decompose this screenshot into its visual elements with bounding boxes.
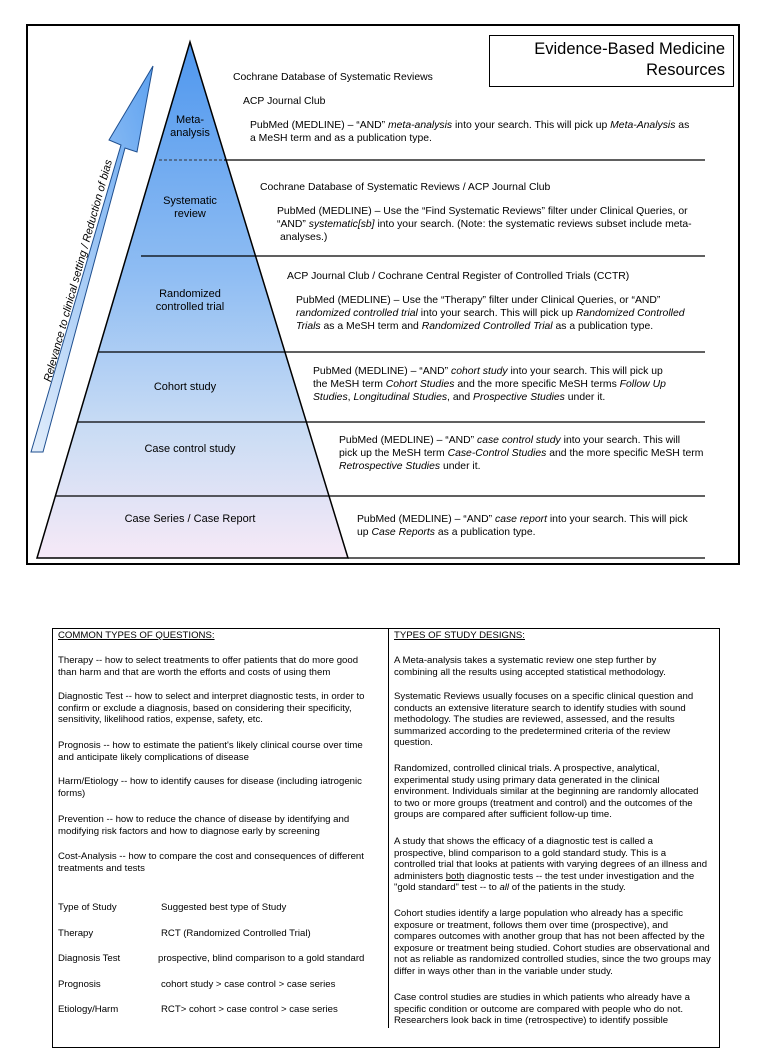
level-cohort (110, 381, 260, 394)
d-cohort: Cohort studies identify a large population who already has a specific exposure or treatment, follows them over time (prospective), and compares outcomes with another group that has not been affected by the exposure or treatment being studied. Cohort studies are observational and not as reliable as randomized controlled studies, since the two groups may differ in ways other than in the variable under study. (394, 908, 711, 977)
res-sys-pubmed-2: “AND” systematic[sb] into your search. (Note: the systematic reviews subset include meta- (277, 219, 692, 230)
row-best: cohort study > case control > case series (161, 979, 336, 990)
row-best: prospective, blind comparison to a gold standard (158, 953, 365, 964)
res-meta-cochrane: Cochrane Database of Systematic Reviews (233, 72, 433, 83)
level-label: Case control study (144, 443, 236, 455)
info-table-divider (388, 628, 389, 1028)
row-type: Therapy (58, 928, 94, 939)
d-diagnostic: A study that shows the efficacy of a diagnostic test is called a prospective, blind comparison to a gold standard study. This is a controlled trial that looks at patients with varying degrees of an illness and administers both diagnostic tests -- the test under investigation and the "gold standard" test -- to all of the patients in the study. (394, 836, 708, 894)
d-systematic-reviews: Systematic Reviews usually focuses on a specific clinical question and conducts an extensive literature search to identify studies with sound methodology. The studies are reviewed, assessed, and the results summarized according to the predetermined criteria of the review question. (394, 691, 694, 749)
d-meta-analysis: A Meta-analysis takes a systematic review one step further by combining all the results using accepted statistical methodology. (394, 655, 666, 678)
res-cc-pubmed-2: pick up the MeSH term Case-Control Studies and the more specific MeSH term (339, 448, 704, 459)
row-best: RCT (Randomized Controlled Trial) (161, 928, 311, 939)
q-therapy: Therapy -- how to select treatments to offer patients that do more good than harm and that are worth the efforts and costs of using them (58, 655, 359, 678)
page-title (489, 35, 734, 87)
res-rct-pubmed: PubMed (MEDLINE) – Use the “Therapy” filter under Clinical Queries, or “AND” (296, 295, 661, 306)
level-case-control (100, 443, 280, 456)
d-case-control: Case control studies are studies in which patients who already have a specific condition or outcome are compared with people who do not. Researchers look back in time (retrospective) to identify possible (394, 992, 690, 1027)
res-rct-sources: ACP Journal Club / Cochrane Central Register of Controlled Trials (CCTR) (287, 271, 630, 282)
level-label: Cohort study (153, 381, 217, 393)
level-label: Meta- (175, 114, 205, 126)
q-prognosis: Prognosis -- how to estimate the patient's likely clinical course over time and anticipate likely complications of disease (58, 740, 363, 763)
res-cs-pubmed: PubMed (MEDLINE) – “AND” case report into your search. This will pick (357, 514, 688, 525)
q-prevention: Prevention -- how to reduce the chance of disease by identifying and modifying risk factors and how to diagnose early by screening (58, 814, 350, 837)
row-type: Etiology/Harm (58, 1004, 119, 1015)
q-cost: Cost-Analysis -- how to compare the cost and consequences of different treatments and tests (58, 851, 364, 874)
questions-heading: COMMON TYPES OF QUESTIONS: (58, 630, 215, 641)
res-cohort-pubmed-2: the MeSH term Cohort Studies and the more specific MeSH terms Follow Up (313, 379, 666, 390)
res-meta-acp: ACP Journal Club (243, 96, 326, 107)
res-sys-sources: Cochrane Database of Systematic Reviews / ACP Journal Club (260, 182, 551, 193)
res-cs-pubmed-2: up Case Reports as a publication type. (357, 527, 536, 538)
title-line2: Resources (646, 61, 725, 79)
res-cc-pubmed-3: Retrospective Studies under it. (339, 461, 481, 472)
level-label: review (174, 208, 206, 220)
level-label: Case Series / Case Report (124, 513, 256, 525)
res-cc-pubmed: PubMed (MEDLINE) – “AND” case control study into your search. This will (339, 435, 681, 446)
q-harm: Harm/Etiology -- how to identify causes for disease (including iatrogenic forms) (58, 776, 362, 799)
best-study-header: Suggested best type of Study (161, 902, 287, 913)
res-rct-pubmed-2: randomized controlled trial into your search. This will pick up Randomized Controlled (296, 308, 685, 319)
title-line1: Evidence-Based Medicine (534, 40, 725, 58)
level-case-series (90, 513, 290, 526)
row-type: Diagnosis Test (58, 953, 121, 964)
res-cohort-pubmed: PubMed (MEDLINE) – “AND” cohort study into your search. This will pick up (313, 366, 663, 377)
res-sys-pubmed-3: analyses.) (280, 232, 328, 243)
level-meta-analysis (150, 114, 230, 140)
level-label: analysis (170, 127, 210, 139)
arrow-label: Relevance to clinical setting / Reduction of bias (42, 158, 116, 384)
res-meta-pubmed-2: a MeSH term and as a publication type. (250, 133, 432, 144)
study-type-header: Type of Study (58, 902, 117, 913)
res-meta-pubmed: PubMed (MEDLINE) – “AND” meta-analysis into your search. This will pick up Meta-Analysis as (250, 120, 690, 131)
res-cohort-pubmed-3: Studies, Longitudinal Studies, and Prospective Studies under it. (313, 392, 606, 403)
res-rct-pubmed-3: Trials as a MeSH term and Randomized Controlled Trial as a publication type. (296, 321, 654, 332)
q-diagnostic: Diagnostic Test -- how to select and interpret diagnostic tests, in order to confirm or exclude a diagnosis, based on considering their specificity, sensitivity, likelihood ratios, expense, safety, etc. (58, 691, 365, 726)
level-label: Randomized (159, 288, 221, 300)
row-best: RCT> cohort > case control > case series (161, 1004, 338, 1015)
level-systematic-review (130, 195, 250, 221)
level-label: Systematic (163, 195, 217, 207)
res-sys-pubmed: PubMed (MEDLINE) – Use the “Find Systematic Reviews” filter under Clinical Queries, or (277, 206, 688, 217)
level-label: controlled trial (155, 301, 225, 313)
level-rct (120, 288, 260, 314)
designs-heading: TYPES OF STUDY DESIGNS: (394, 630, 525, 641)
row-type: Prognosis (58, 979, 101, 990)
d-rct: Randomized, controlled clinical trials. A prospective, analytical, experimental study using primary data generated in the clinical environment. Individuals similar at the beginning are randomly allocated to two or more groups (treatment and control) and the outcomes of the groups are compared after sufficient follow-up time. (394, 763, 699, 821)
